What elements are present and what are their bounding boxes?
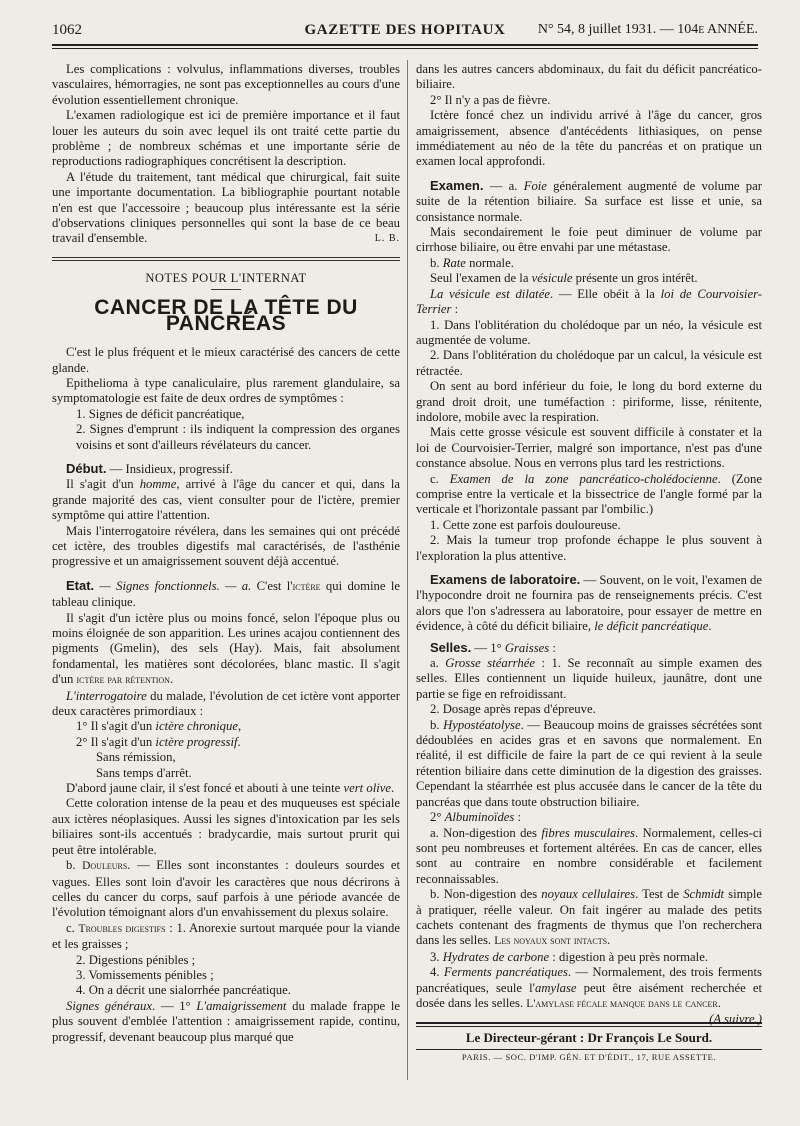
etat-list-2 <box>52 735 400 750</box>
selles-em: Graisses <box>504 640 550 655</box>
labo-b: . <box>708 619 712 634</box>
examen-p2: Mais secondairement le foie peut diminuer de volume par cirrhose biliaire, ou être envahi par une métastase. <box>416 225 762 255</box>
etat-paragraph-2 <box>52 689 400 720</box>
selles-a: — 1° <box>471 640 505 655</box>
cour-a: . — Elle obéit à la <box>549 286 661 301</box>
digestif-item-4: 4. On a décrit une sialorrhée pancréatique. <box>76 983 291 998</box>
page-number: 1062 <box>52 22 82 38</box>
rate-em: Rate <box>442 255 466 270</box>
cour-b: : <box>451 302 459 317</box>
fer-sc: L'amylase fécale manque dans le cancer <box>526 997 718 1010</box>
hy-em: Hypostéatolyse <box>443 717 521 732</box>
fibres <box>416 826 762 888</box>
sg-a: . — 1° <box>152 998 197 1013</box>
header-rule <box>52 44 758 46</box>
etat-p5-b: . — Elles sont inconstantes : douleurs sourdes et vagues. Elles sont loin d'avoir les caractères que nous décrirons à celles du cancer du corps, sauf parfois à une période avancée de l'évolution témoignant alors d'un envahissement du plexus solaire. <box>52 858 400 920</box>
hypostea <box>416 718 762 810</box>
hy-pre: b. <box>430 717 444 732</box>
hyd-em: Hydrates de carbone <box>442 949 550 964</box>
debut-lead-text: — Insidieux, progressif. <box>106 461 233 476</box>
ves-a: Seul l'examen de la <box>430 271 532 286</box>
debut-p1-em: homme <box>139 477 177 492</box>
sg-b: du malade frappe le plus souvent d'emblée l'attention : amaigrissement rapide, continu, progressif, devenant beaucoup plus marqué que <box>52 998 400 1044</box>
examen-rate <box>416 256 762 271</box>
etat-list-1 <box>52 719 400 734</box>
courvoisier-2: 2. Dans l'oblitération du cholédoque par un calcul, la vésicule est rétractée. <box>416 348 762 378</box>
intro-paragraph-1: Les complications : volvulus, inflammations diverses, troubles vasculaires, hémorragies, ne sont pas exceptionnelles au cours d'une évolution essentiellement chronique. <box>52 62 400 107</box>
fer-em: Ferments pancréatiques <box>443 965 568 980</box>
etat-p6-lead: c. <box>66 920 79 935</box>
director-line: Le Directeur-gérant : Dr François Le Sourd. <box>465 1030 713 1046</box>
ves-em: vésicule <box>531 271 573 286</box>
debut-heading <box>52 461 400 477</box>
fib-text: . Normalement, celles-ci sont peu nombreuses et fortement altérées. En cas de cancer, elles sont au contraire en nombre considérable et facilement reconnaissables. <box>416 825 762 886</box>
debut-paragraph-1 <box>52 477 400 523</box>
fievre: 2° Il n'y a pas de fièvre. <box>430 92 551 107</box>
journal-title: GAZETTE DES HOPITAUX <box>304 22 506 38</box>
examen-a-pre: — a. <box>483 178 524 193</box>
dosage: 2. Dosage après repas d'épreuve. <box>430 702 596 717</box>
etat-sc: ictère <box>292 580 321 593</box>
etat-sub-2: Sans temps d'arrêt. <box>96 765 192 780</box>
etat-paragraph-6 <box>52 921 400 953</box>
alb-pre: 2° <box>430 810 445 825</box>
continuation: dans les autres cancers abdominaux, du fait du déficit pancréatico-biliaire. <box>416 62 762 92</box>
spacer <box>416 170 762 178</box>
column-divider <box>407 60 408 1080</box>
etat-paragraph-4: Cette coloration intense de la peau et des muqueuses est spéciale aux ictères néoplasiques. Aussi les signes d'intoxication par les sels biliaires sont-ils accentués : bradycardie, mais surtout prurit qui peut être intolérable. <box>52 796 400 857</box>
examen-p7: Mais cette grosse vésicule est souvent difficile à constater et la loi de Courvoisier-Terrier, malgré son importance, n'est pas d'une constance absolue. Nous en verrons plus tard les restrictions. <box>416 425 762 471</box>
etat-lead: Etat. <box>66 577 95 593</box>
fer-em2: amylase <box>534 980 577 995</box>
etat-p1-sc: ictère par rétention <box>76 674 170 687</box>
spacer <box>416 564 762 572</box>
alb-b: : <box>514 810 522 825</box>
examen-vesicule <box>416 271 762 286</box>
selles-lead: Selles. <box>430 639 472 655</box>
etat-paragraph-5 <box>52 858 400 921</box>
stearrhee <box>416 656 762 702</box>
etat-p2-b: du malade, l'évolution de cet ictère vont apporter deux caractères primordiaux : <box>52 688 400 719</box>
issue-year-suffix: e ANNÉE. <box>698 22 758 37</box>
examen-heading <box>416 178 762 225</box>
courvoisier-1: 1. Dans l'oblitération du cholédoque par un néo, la vésicule est augmentée de volume. <box>416 317 762 347</box>
selles-heading <box>416 640 762 656</box>
ves-b: présente un gros intérêt. <box>572 271 698 286</box>
etat-sub-1: Sans rémission, <box>96 750 176 765</box>
etat-list2-em: ictère progressif <box>155 734 238 749</box>
noy-em2: Schmidt <box>683 887 725 902</box>
sg-em2: L'amaigrissement <box>196 998 287 1013</box>
etat-list2-a: 2° Il s'agit d'un <box>76 734 156 749</box>
zone-2: 2. Mais la tumeur trop profonde échappe le plus souvent à l'exploration la plus attentive. <box>416 533 762 563</box>
section-separator <box>52 257 400 258</box>
albuminoides <box>416 810 762 825</box>
intro-paragraph-2: L'examen radiologique est ici de première importance et il faut louer les auteurs du soin avec lequel ils ont traité cette partie du problème ; de nombreux schémas et une importante série de reproductions radiographiques concrétisent la description. <box>52 108 400 169</box>
examen-a-text: généralement augmenté de volume par suite de la rétention biliaire. Sa surface est lisse et unie, sa consistance normale. <box>416 178 762 224</box>
examen-courvoisier <box>416 287 762 318</box>
fer-a: . — Normalement, des trois ferments pancréatiques, seule l' <box>416 965 762 995</box>
etat-paragraph-1 <box>52 611 400 689</box>
left-column <box>52 62 400 1045</box>
alb-em: Albuminoïdes <box>444 810 515 825</box>
labo-lead: Examens de laboratoire. <box>430 572 581 587</box>
labo-a: — Souvent, on le voit, l'examen de l'hypocondre droit ne fournira pas de renseignements précis. C'est alors que l'on s'adressera au laboratoire, pour essayer de mettre en évidence, à côté du déficit biliaire, <box>416 573 763 634</box>
noy-sc: Les noyaux sont intacts <box>494 935 608 948</box>
etat-list1-em: ictère chronique <box>155 719 238 734</box>
noyaux <box>416 887 762 950</box>
debut-lead: Début. <box>66 460 107 476</box>
fer-c: . <box>717 995 721 1010</box>
intro-paragraph-3-text: A l'étude du traitement, tant médical que chirurgical, fait suite une importante documentation. La bibliographie pourtant notable n'en est que l'accessoire ; beaucoup plus intéressante est la série d'observations cliniques personnelles qui sont la base de ce beau travail d'ensemble. <box>52 169 400 246</box>
issue-info <box>538 22 758 38</box>
etat-p1-a: Il s'agit d'un ictère plus ou moins foncé, selon l'époque plus ou moins éloignée de son apparition. Les urines acajou contiennent des pigments (Gmelin), des sels (Hay). Mais, fait absolument fondamental, les matières sont décolorées, blanc mastic. Il s'agit d'un <box>52 610 400 687</box>
debut-paragraph-2: Mais l'interrogatoire révélera, dans les semaines qui ont précédé cet ictère, des troubles digestifs mal caractérisés, de l'asthénie progressive et un amaigrissement souvent déjà accentué. <box>52 523 400 569</box>
labo-heading <box>416 572 762 635</box>
etat-p2-em: L'interrogatoire <box>66 688 147 703</box>
page-footer <box>416 1022 762 1065</box>
noy-b: simple à pratiquer, réelle valeur. On fait ingérer au malade des petits cachets contenant des fragments de thymus que l'on recherchera dans les selles. <box>416 887 762 948</box>
etat-p5-sc: Douleurs <box>82 860 128 873</box>
selles-b: : <box>549 640 556 655</box>
etat-p1-b: . <box>169 672 174 687</box>
etat-heading <box>52 578 400 611</box>
review-signature: L. B. <box>374 233 400 245</box>
heading-dash <box>211 289 241 290</box>
examen-lead: Examen. <box>430 177 484 193</box>
labo-em: le déficit pancréatique <box>594 619 709 634</box>
zone-text: . (Zone comprise entre la verticale et la bissectrice de l'angle formé par la verticale et l'horizontale passant par l'ombilic.) <box>416 471 762 517</box>
intro-paragraph-3 <box>52 170 400 247</box>
st-text: : 1. Se reconnaît au simple examen des selles. Elles contiennent un liquide huileux, jaunâtre, dont une partie se fige en refroidissant. <box>416 656 762 701</box>
header-rule-thin <box>52 48 758 49</box>
article-title: CANCER DE LA TÊTE DU PANCRÉAS <box>94 296 358 335</box>
rate-pre: b. <box>430 255 443 270</box>
right-column <box>416 62 762 1065</box>
opening-2: Epithelioma à type canaliculaire, plus rarement glandulaire, sa symptomatologie est faite de deux ordres de symptômes : <box>52 375 400 406</box>
spacer <box>52 570 400 578</box>
etat-list1-a: 1° Il s'agit d'un <box>76 719 156 734</box>
zone-1: 1. Cette zone est parfois douloureuse. <box>430 517 621 532</box>
hyd-pre: 3. <box>430 949 443 964</box>
etat-sub: — Signes fonctionnels. — a. <box>94 578 252 593</box>
etat-p6-b: : 1. Anorexie surtout marquée pour la viande et les graisses ; <box>52 920 401 952</box>
etat-p3-b: . <box>391 781 395 796</box>
examen-p6: On sent au bord inférieur du foie, le long du bord externe du grand droit droit, une tuméfaction : piriforme, lisse, rénitente, indolore, mobile avec la respiration. <box>416 379 762 424</box>
etat-p5-lead: b. <box>66 858 83 873</box>
page-header <box>52 22 758 40</box>
hyd-b: : digestion à peu près normale. <box>549 949 709 964</box>
st-pre: a. <box>430 656 446 671</box>
rate-text: normale. <box>465 255 514 270</box>
etat-paragraph-3 <box>52 781 400 796</box>
fer-pre: 4. <box>430 965 444 980</box>
section-heading: NOTES POUR L'INTERNAT <box>145 270 307 285</box>
etat-text-a: C'est l' <box>251 578 293 593</box>
etat-p3-em: vert olive <box>343 781 392 796</box>
signes-generaux <box>52 999 400 1045</box>
issue-date: N° 54, 8 juillet 1931. — 104 <box>537 22 699 37</box>
fib-em: fibres musculaires <box>541 825 635 840</box>
section-separator-2 <box>52 260 400 261</box>
symptom-item-2: 2. Signes d'emprunt : ils indiquent la compression des organes voisins et sont d'ailleurs révélateurs du cancer. <box>76 422 400 452</box>
opening-1: C'est le plus fréquent et le mieux caractérisé des cancers de cette glande. <box>52 345 400 375</box>
printer-line: PARIS. — SOC. D'IMP. GÉN. ET D'ÉDIT., 17, RUE ASSETTE. <box>461 1051 717 1062</box>
digestif-item-3: 3. Vomissements pénibles ; <box>76 967 214 982</box>
a-suivre: (A suivre.) <box>709 1012 762 1027</box>
digestif-item-2: 2. Digestions pénibles ; <box>76 952 196 967</box>
noy-pre: b. Non-digestion des <box>430 887 542 902</box>
sg-em: Signes généraux <box>66 998 153 1013</box>
etat-p6-sc: Troubles digestifs <box>78 922 166 935</box>
etat-p3-a: D'abord jaune clair, il s'est foncé et abouti à une teinte <box>66 781 344 796</box>
hydrates <box>416 950 762 965</box>
examen-a-em: Foie <box>523 178 547 193</box>
etat-list1-b: , <box>237 719 242 734</box>
fer-b: peut être aisément recherchée et dosée dans les selles. <box>416 980 762 1010</box>
symptom-item-1: 1. Signes de déficit pancréatique, <box>76 406 245 421</box>
etat-text-b: qui domine le tableau clinique. <box>52 578 400 610</box>
ictere-summary: Ictère foncé chez un individu arrivé à l'âge du cancer, gros amaigrissement, absence d'antécédents lithiasiques, on pense immédiatement au néo de la tête du pancréas et on pratique un examen local approfondi. <box>416 108 762 169</box>
debut-p1-a: Il s'agit d'un <box>66 477 140 492</box>
zone-pre: c. <box>430 471 450 486</box>
noy-a: . Test de <box>635 887 684 902</box>
cour-em2: loi de Courvoisier-Terrier <box>416 286 762 317</box>
examen-zone <box>416 472 762 518</box>
debut-p1-b: , arrivé à l'âge du cancer et qui, dans la grande majorité des cas, vient consulter pour de l'ictère, premier symptôme qui attire l'attention. <box>52 477 400 523</box>
spacer <box>52 453 400 461</box>
zone-em: Examen de la zone pancréatico-cholédocienne <box>449 471 718 486</box>
noy-c: . <box>607 933 611 948</box>
hy-text: . — Beaucoup moins de graisses sécrétées sont dédoublées en acides gras et en savons que normalement. En réalité, il est difficile de faire la part de ce qui revient à la seule rétention biliaire dans cette diminution de la digestion des graisses. Cependant la stéarrhée est plus accusée dans le cancer de la tête du pancréas que dans toute obstruction biliaire. <box>416 717 763 809</box>
st-em: Grosse stéarrhée <box>445 656 535 671</box>
ferments <box>416 965 762 1027</box>
fib-pre: a. Non-digestion des <box>430 825 542 840</box>
etat-list2-b: . <box>237 734 241 749</box>
cour-em: La vésicule est dilatée <box>430 286 550 301</box>
noy-em: noyaux cellulaires <box>541 887 636 902</box>
